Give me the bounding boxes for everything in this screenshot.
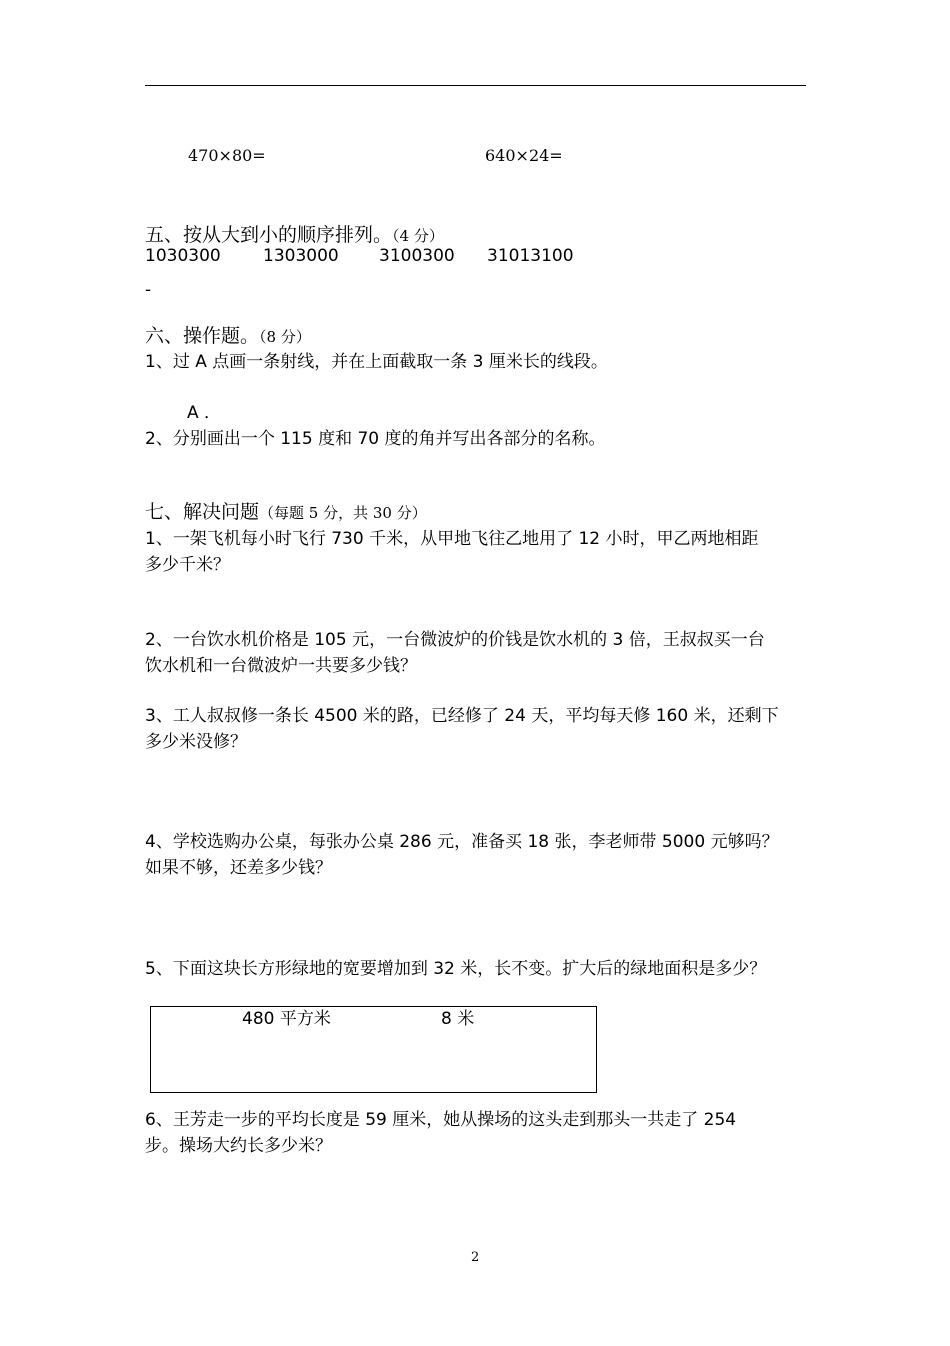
section7-score: （每题 5 分，共 30 分） xyxy=(259,504,427,522)
section7-question-2-line1: 2、一台饮水机价格是 105 元，一台微波炉的价钱是饮水机的 3 倍，王叔叔买一台 xyxy=(145,630,765,650)
calc-left: 470×80= xyxy=(188,146,266,165)
number-item: 31013100 xyxy=(487,246,574,266)
section6-question-1: 1、过 A 点画一条射线，并在上面截取一条 3 厘米长的线段。 xyxy=(145,352,608,372)
green-field-rectangle xyxy=(150,1006,597,1093)
calc-right: 640×24= xyxy=(485,146,563,165)
section7-heading xyxy=(145,497,427,524)
section7-question-2-line2: 饮水机和一台微波炉一共要多少钱？ xyxy=(145,656,417,676)
section6-question-2: 2、分别画出一个 115 度和 70 度的角并写出各部分的名称。 xyxy=(145,429,606,449)
section6-title: 六、操作题。 xyxy=(145,325,260,347)
section5-numbers xyxy=(0,246,950,268)
section7-question-3-line2: 多少米没修？ xyxy=(145,732,247,752)
section7-question-4-line2: 如果不够，还差多少钱？ xyxy=(145,858,332,878)
section7-question-5: 5、下面这块长方形绿地的宽要增加到 32 米，长不变。扩大后的绿地面积是多少？ xyxy=(145,959,767,979)
point-a-label: A ． xyxy=(187,403,222,423)
section7-question-3-line1: 3、工人叔叔修一条长 4500 米的路，已经修了 24 天，平均每天修 160 米，还剩下 xyxy=(145,706,779,726)
rectangle-area-label: 480 平方米 xyxy=(242,1009,331,1029)
page-number: 2 xyxy=(471,1250,480,1265)
section7-title: 七、解决问题 xyxy=(145,501,260,523)
rectangle-width-label: 8 米 xyxy=(441,1009,475,1029)
section5-score: （4 分） xyxy=(392,227,444,245)
section7-question-1-line2: 多少千米？ xyxy=(145,555,230,575)
section6-score: （8 分） xyxy=(259,328,311,346)
number-item: 1030300 xyxy=(145,246,221,266)
section5-heading xyxy=(145,220,444,247)
section5-dash: - xyxy=(145,280,152,300)
section7-question-6-line2: 步。操场大约长多少米？ xyxy=(145,1136,332,1156)
section7-question-1-line1: 1、一架飞机每小时飞行 730 千米，从甲地飞往乙地用了 12 小时，甲乙两地相距 xyxy=(145,529,759,549)
header-rule xyxy=(145,85,806,86)
section5-title: 五、按从大到小的顺序排列。 xyxy=(145,224,393,246)
section7-question-4-line1: 4、学校选购办公桌，每张办公桌 286 元，准备买 18 张，李老师带 5000 元够吗？ xyxy=(145,832,779,852)
number-item: 1303000 xyxy=(263,246,339,266)
section7-question-6-line1: 6、王芳走一步的平均长度是 59 厘米，她从操场的这头走到那头一共走了 254 xyxy=(145,1110,737,1130)
number-item: 3100300 xyxy=(379,246,455,266)
section6-heading xyxy=(145,321,311,348)
